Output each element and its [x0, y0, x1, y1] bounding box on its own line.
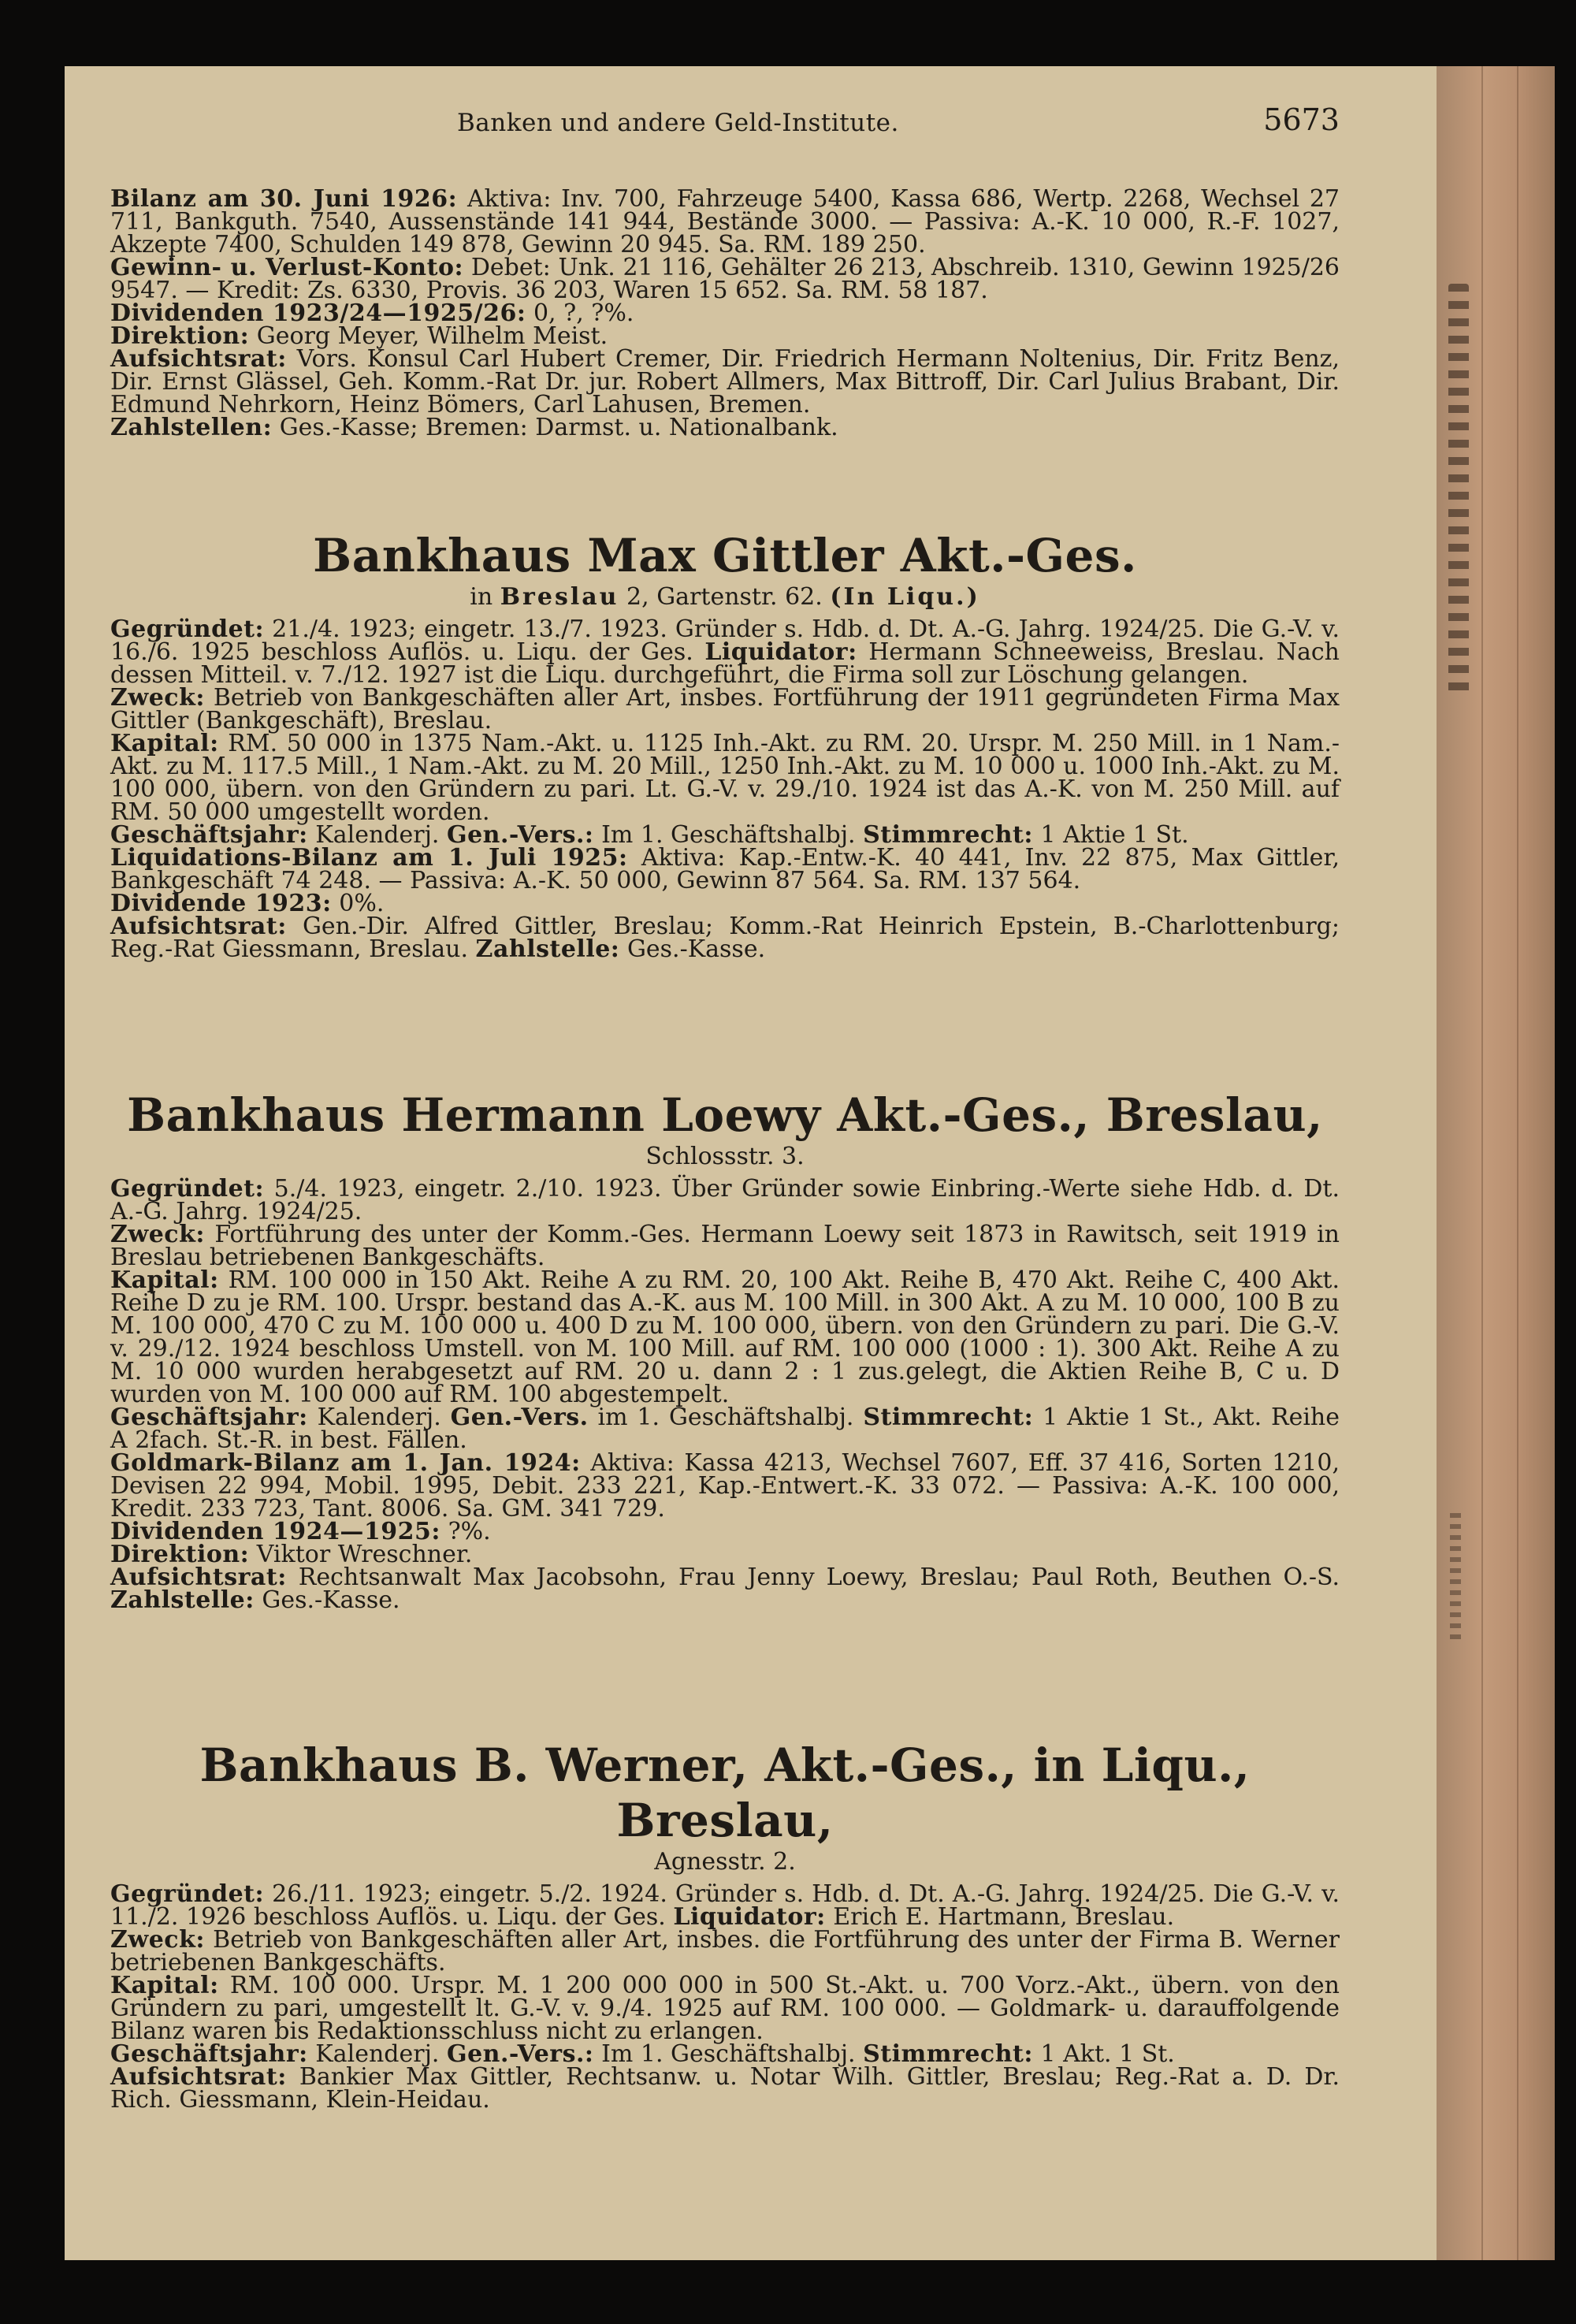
text-zweck: Betrieb von Bankgeschäften aller Art, insbes. die Fortführung des unter der Firma B. Werner betriebenen Bankgeschäfts. [110, 1926, 1340, 1976]
label-gen-vers: Gen.-Vers.: [446, 821, 594, 849]
text-aufsichtsrat: Gen.-Dir. Alfred Gittler, Breslau; Komm.-Rat Heinrich Epstein, B.-Charlottenburg; Reg.-Rat Giessmann, Breslau. [110, 913, 1340, 963]
entry-gegruendet [110, 1177, 1340, 1223]
section-hermann-loewy [110, 1088, 1340, 1612]
text-dividenden: 0, ?, ?%. [533, 299, 634, 327]
entry-kapital [110, 1266, 1340, 1408]
label-stimmrecht: Stimmrecht: [863, 1404, 1034, 1431]
company-heading: Bankhaus B. Werner, Akt.-Ges., in Liqu., Breslau, [199, 1738, 1251, 1847]
text-dividenden: ?%. [448, 1518, 491, 1545]
text-zahlstellen: Ges.-Kasse; Bremen: Darmst. u. Nationalbank. [279, 414, 838, 441]
label-geschaeftsjahr: Geschäftsjahr: [110, 1404, 308, 1431]
text-gegruendet: 21./4. 1923; eingetr. 13./7. 1923. Gründer s. Hdb. d. Dt. A.-G. Jahrg. 1924/25. Die G.-V. v. 16./6. 1925 beschloss Auflös. u. Liqu. der Ges. [110, 615, 1340, 666]
label-aufsichtsrat: Aufsichtsrat: [110, 345, 287, 373]
text-zweck: Fortführung des unter der Komm.-Ges. Hermann Loewy seit 1873 in Rawitsch, seit 1919 in Breslau betriebenen Bankgeschäfts. [110, 1221, 1340, 1271]
text-bilanz: Aktiva: Inv. 700, Fahrzeuge 5400, Kassa 686, Wertp. 2268, Wechsel 27 711, Bankguth. 7540, Aussenstände 141 944, Bestände 3000. — Passiva: A.-K. 10 000, R.-F. 1027, Akzepte 7400, Schulden 149 878, Gewinn 20 945. Sa. RM. 189 250. [110, 185, 1340, 258]
section-max-gittler [110, 528, 1340, 961]
text-gegruendet: 26./11. 1923; eingetr. 5./2. 1924. Gründer s. Hdb. d. Dt. A.-G. Jahrg. 1924/25. Die G.-V. v. 11./2. 1926 beschloss Auflös. u. Liqu. der Ges. [110, 1880, 1340, 1931]
entry-kapital [110, 1974, 1340, 2043]
company-address: Schlossstr. 3. [645, 1143, 805, 1170]
sub-status: (In Liqu.) [830, 583, 980, 611]
running-head [110, 102, 1340, 150]
label-zweck: Zweck: [110, 1926, 205, 1954]
entry-aufsichtsrat [110, 345, 1340, 418]
label-kapital: Kapital: [110, 730, 219, 757]
company-address: Agnesstr. 2. [654, 1848, 796, 1876]
label-geschaeftsjahr: Geschäftsjahr: [110, 821, 308, 849]
text-liquidator: Hermann Schneeweiss, Breslau. Nach dessen Mitteil. v. 7./12. 1927 ist die Liqu. durchgeführt, die Firma soll zur Löschung gelangen. [110, 638, 1340, 689]
text-aufsichtsrat: Bankier Max Gittler, Rechtsanw. u. Notar Wilh. Gittler, Breslau; Reg.-Rat a. D. Dr. Rich. Giessmann, Klein-Heidau. [110, 2063, 1340, 2114]
entry-zweck [110, 1223, 1340, 1269]
label-gewinn: Gewinn- u. Verlust-Konto: [110, 254, 464, 281]
sub-in: in [470, 583, 493, 611]
text-dividende: 0%. [339, 890, 385, 917]
entry-liquidations-bilanz [110, 846, 1340, 892]
spine-imprint [1448, 284, 1469, 693]
page-number: 5673 [1263, 102, 1340, 137]
label-liquidator: Liquidator: [673, 1903, 826, 1931]
page-edge-line [1517, 66, 1518, 2260]
text-gegruendet: 5./4. 1923, eingetr. 2./10. 1923. Über Gründer sowie Einbring.-Werte siehe Hdb. d. Dt. A.-G. Jahrg. 1924/25. [110, 1175, 1340, 1225]
company-subline [110, 583, 1340, 612]
label-zahlstelle: Zahlstelle: [110, 1586, 255, 1614]
text-zweck: Betrieb von Bankgeschäften aller Art, insbes. Fortführung der 1911 gegründeten Firma Max Gittler (Bankgeschäft), Breslau. [110, 684, 1340, 734]
text-gewinn: Debet: Unk. 21 116, Gehälter 26 213, Abschreib. 1310, Gewinn 1925/26 9547. — Kredit: Zs. 6330, Provis. 36 203, Waren 15 652. Sa. RM. 58 187. [110, 254, 1340, 304]
entry-direktion [110, 1543, 1340, 1566]
entry-gegruendet [110, 1880, 1340, 1931]
text-kapital: RM. 100 000 in 150 Akt. Reihe A zu RM. 20, 100 Akt. Reihe B, 470 Akt. Reihe C, 400 Akt. Reihe D zu je RM. 100. Urspr. bestand das A.-K. aus M. 100 Mill. in 300 Akt. A zu M. 10 000, 100 B zu M. 100 000, 470 C zu M. 100 000 u. 400 D zu M. 100 000, übern. von den Gründern zu pari. Die G.-V. v. 29./12. 1924 beschloss Umstell. von M. 100 Mill. auf RM. 100 000 (1000 : 1). 300 Akt. Reihe A zu M. 10 000 wurden herabgesetzt auf RM. 20 u. dann 2 : 1 zus.gelegt, die Aktien Reihe B, C u. D wurden von M. 100 000 auf RM. 100 abgestempelt. [110, 1266, 1340, 1408]
label-goldmark-bilanz: Goldmark-Bilanz am 1. Jan. 1924: [110, 1449, 581, 1477]
sub-address: 2, Gartenstr. 62. [626, 583, 823, 611]
label-gen-vers: Gen.-Vers. [450, 1404, 589, 1431]
text-goldmark-bilanz: Aktiva: Kassa 4213, Wechsel 7607, Eff. 37 416, Sorten 1210, Devisen 22 994, Mobil. 1995, Debit. 233 221, Kap.-Entwert.-K. 33 072. — Passiva: A.-K. 100 000, Kredit. 233 723, Tant. 8006. Sa. GM. 341 729. [110, 1449, 1340, 1523]
label-zweck: Zweck: [110, 1221, 205, 1248]
entry-bilanz [110, 185, 1340, 258]
label-aufsichtsrat: Aufsichtsrat: [110, 913, 287, 940]
text-stimmrecht: 1 Aktie 1 St. [1040, 821, 1189, 849]
entry-dividende [110, 892, 1340, 915]
label-kapital: Kapital: [110, 1972, 219, 1999]
label-bilanz: Bilanz am 30. Juni 1926: [110, 185, 458, 213]
text-aufsichtsrat: Vors. Konsul Carl Hubert Cremer, Dir. Friedrich Hermann Noltenius, Dir. Fritz Benz, Dir. Ernst Glässel, Geh. Komm.-Rat Dr. jur. Robert Allmers, Max Bittroff, Dir. Carl Julius Brabant, Dir. Edmund Nehrkorn, Heinz Bömers, Carl Lahusen, Bremen. [110, 345, 1340, 418]
company-heading: Bankhaus Hermann Loewy Akt.-Ges., Breslau, [127, 1088, 1323, 1142]
text-direktion: Viktor Wreschner. [256, 1541, 473, 1568]
text-aufsichtsrat: Rechtsanwalt Max Jacobsohn, Frau Jenny Loewy, Breslau; Paul Roth, Beuthen O.-S. [298, 1564, 1340, 1591]
entry-kapital [110, 732, 1340, 824]
page-edge-line [1481, 66, 1483, 2260]
label-direktion: Direktion: [110, 322, 250, 350]
entry-dividenden [110, 1520, 1340, 1543]
label-liquidations-bilanz: Liquidations-Bilanz am 1. Juli 1925: [110, 844, 628, 872]
section-b-werner [110, 1738, 1340, 2114]
label-aufsichtsrat: Aufsichtsrat: [110, 2063, 287, 2091]
label-gegruendet: Gegründet: [110, 615, 265, 643]
text-liquidations-bilanz: Aktiva: Kap.-Entw.-K. 40 441, Inv. 22 875, Max Gittler, Bankgeschäft 74 248. — Passiva: A.-K. 50 000, Gewinn 87 564. Sa. RM. 137 564. [110, 844, 1340, 894]
text-direktion: Georg Meyer, Wilhelm Meist. [256, 322, 608, 350]
entry-zahlstellen [110, 416, 1340, 439]
text-geschaeftsjahr: Kalenderj. [315, 821, 440, 849]
label-direktion: Direktion: [110, 1541, 250, 1568]
label-liquidator: Liquidator: [704, 638, 857, 666]
label-dividenden: Dividenden 1924—1925: [110, 1518, 441, 1545]
entry-geschaeftsjahr [110, 2040, 1340, 2068]
text-gen-vers: Im 1. Geschäftshalbj. [601, 821, 856, 849]
entry-gewinn [110, 256, 1340, 302]
entry-direktion [110, 322, 1340, 350]
entry-goldmark-bilanz [110, 1449, 1340, 1523]
label-zahlstellen: Zahlstellen: [110, 414, 273, 441]
entry-zweck [110, 1928, 1340, 1974]
text-kapital: RM. 100 000. Urspr. M. 1 200 000 000 in 500 St.-Akt. u. 700 Vorz.-Akt., übern. von den Gründern zu pari, umgestellt lt. G.-V. v. 9./4. 1925 auf RM. 100 000. — Goldmark- u. darauffolgende Bilanz waren bis Redaktionsschluss nicht zu erlangen. [110, 1972, 1340, 2045]
entry-gegruendet [110, 615, 1340, 689]
label-dividende: Dividende 1923: [110, 890, 332, 917]
label-geschaeftsjahr: Geschäftsjahr: [110, 2040, 308, 2068]
text-kapital: RM. 50 000 in 1375 Nam.-Akt. u. 1125 Inh.-Akt. zu RM. 20. Urspr. M. 250 Mill. in 1 Nam.-Akt. zu M. 117.5 Mill., 1 Nam.-Akt. zu M. 20 Mill., 1250 Inh.-Akt. zu M. 10 000 u. 1000 Inh.-Akt. zu M. 100 000, übern. von den Gründern zu pari. Lt. G.-V. v. 29./10. 1924 ist das A.-K. von M. 250 Mill. auf RM. 50 000 umgestellt worden. [110, 730, 1340, 826]
text-gen-vers: Im 1. Geschäftshalbj. [601, 2040, 856, 2068]
label-gegruendet: Gegründet: [110, 1880, 265, 1908]
spine-imprint [1450, 1513, 1461, 1639]
text-stimmrecht: 1 Akt. 1 St. [1040, 2040, 1175, 2068]
company-heading: Bankhaus Max Gittler Akt.-Ges. [313, 529, 1137, 582]
text-zahlstelle: Ges.-Kasse. [626, 935, 766, 963]
label-stimmrecht: Stimmrecht: [863, 2040, 1033, 2068]
section-previous-company [110, 185, 1340, 441]
entry-aufsichtsrat [110, 915, 1340, 961]
text-geschaeftsjahr: Kalenderj. [317, 1404, 441, 1431]
entry-dividenden [110, 299, 1340, 327]
sub-city: Breslau [500, 583, 619, 611]
entry-aufsichtsrat [110, 1566, 1340, 1612]
text-gen-vers: im 1. Geschäftshalbj. [597, 1404, 854, 1431]
text-geschaeftsjahr: Kalenderj. [315, 2040, 440, 2068]
label-zweck: Zweck: [110, 684, 205, 712]
label-aufsichtsrat: Aufsichtsrat: [110, 1564, 287, 1591]
entry-aufsichtsrat [110, 2063, 1340, 2114]
entry-zweck [110, 686, 1340, 732]
label-gen-vers: Gen.-Vers.: [446, 2040, 594, 2068]
text-zahlstelle: Ges.-Kasse. [262, 1586, 400, 1614]
entry-geschaeftsjahr [110, 821, 1340, 849]
label-dividenden: Dividenden 1923/24—1925/26: [110, 299, 526, 327]
text-liquidator: Erich E. Hartmann, Breslau. [833, 1903, 1175, 1931]
running-title: Banken und andere Geld-Institute. [457, 109, 899, 137]
entry-geschaeftsjahr [110, 1406, 1340, 1452]
label-gegruendet: Gegründet: [110, 1175, 265, 1203]
label-zahlstelle: Zahlstelle: [475, 935, 620, 963]
label-kapital: Kapital: [110, 1266, 219, 1294]
text-stimmrecht: 1 Aktie 1 St., Akt. Reihe A 2fach. St.-R. in best. Fällen. [110, 1404, 1340, 1454]
label-stimmrecht: Stimmrecht: [863, 821, 1033, 849]
